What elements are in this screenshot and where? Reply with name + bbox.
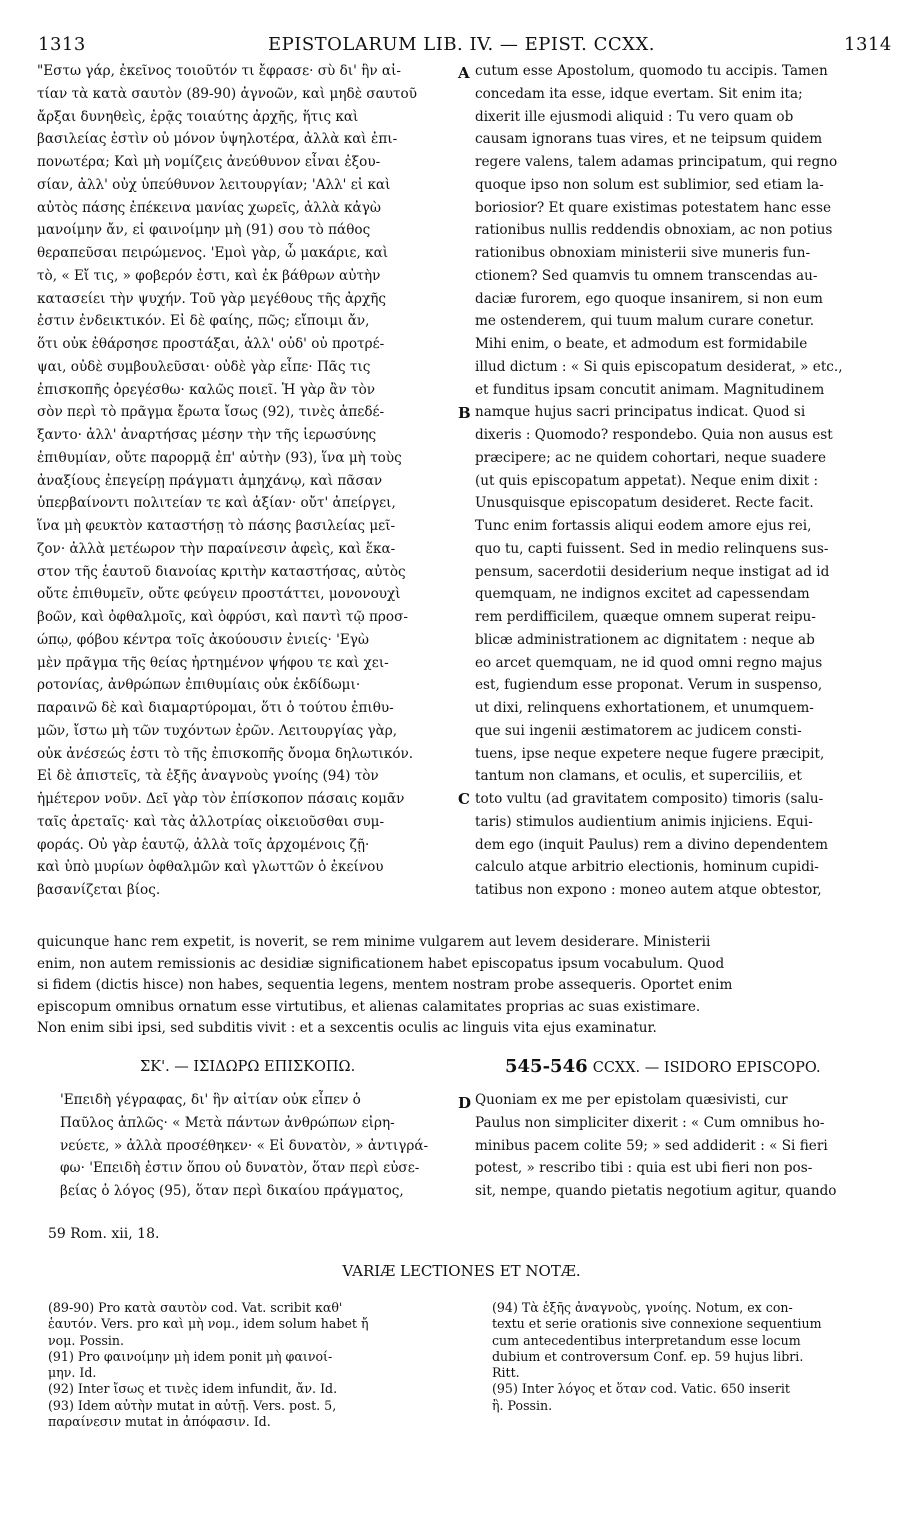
notes-left-column [48, 1300, 458, 1430]
latin-text-line: rationibus nullis reddendis obnoxiam, ac non potius [475, 222, 833, 239]
greek-text-line: μανοίμην ἄν, εἰ φαινοίμην μὴ (91) σου τὸ πάθος [37, 222, 371, 239]
latin-text-line: causam ignorans tuas vires, et ne teipsum quidem [475, 131, 823, 148]
latin-text-line: taris) stimulos audientium animis injiciens. Equi- [475, 813, 813, 830]
greek-text-line: ὑπερβαίνοντι πολιτείαν τε καὶ ἀξίαν· οὔτ' ἀπείργει, [37, 495, 396, 512]
note-line: (89-90) Pro κατὰ σαυτὸν cod. Vat. scribit καθ' [48, 1300, 343, 1315]
latin-text-line: concedam ita esse, idque evertam. Sit enim ita; [475, 85, 803, 102]
greek-text-line: ταῖς ἀρεταῖς· καὶ τὰς ἀλλοτρίας οἰκειοῦσθαι συμ- [37, 813, 385, 830]
greek-text-line: ἀναξίους ἐπεγείρῃ πράγματι ἀμηχάνῳ, καὶ πᾶσαν [37, 472, 383, 489]
latin-text-line: dixeris : Quomodo? respondebo. Quia non ausus est [475, 427, 833, 443]
latin-section-line: Quoniam ex me per epistolam quæsivisti, cur [475, 1092, 788, 1108]
latin-text-line: cutum esse Apostolum, quomodo tu accipis. Tamen [475, 63, 828, 79]
full-text-line: episcopum omnibus ornatum esse virtutibus, et alienas calamitates proprias ac suas existimare. [37, 998, 701, 1015]
greek-text-line: ζον· ἀλλὰ μετέωρον τὴν παραίνεσιν ἀφεὶς, καὶ ἕκα- [37, 540, 396, 557]
latin-text-line: (ut quis episcopatum appetat). Neque enim dixit : [475, 472, 819, 489]
latin-text-line: dixerit ille ejusmodi aliquid : Tu vero quam ob [475, 108, 794, 125]
latin-text-line: rationibus obnoxiam ministerii sive muneris fun- [475, 245, 811, 261]
note-line: cum antecedentibus interpretandum esse locum [492, 1332, 801, 1348]
notes-title: VARIÆ LECTIONES ET NOTÆ. [342, 1262, 581, 1280]
latin-text-line: eo arcet quemquam, ne id quod omni regno majus [475, 654, 823, 671]
latin-section-heading: CCXX. — ISIDORO EPISCOPO. [592, 1060, 821, 1076]
latin-section-line: potest, » rescribo tibi : quia est ubi fieri non pos- [475, 1160, 813, 1177]
column-marker-a: A [458, 64, 470, 82]
latin-text-line: tuens, ipse neque expetere neque fugere præcipit, [475, 745, 825, 762]
latin-text-line: et funditus ipsam concutit animam. Magnitudinem [475, 381, 825, 398]
greek-text-line: τὸ, « Εἴ τις, » φοβερόν ἐστι, καὶ ἐκ βάθρων αὐτὴν [37, 267, 381, 284]
greek-text-line: ώπῳ, φόβου κέντρα τοῖς ἀκούουσιν ἐνιείς· 'Εγὼ [37, 631, 370, 648]
column-number: 545-546 [505, 1056, 588, 1077]
greek-text-line: θεραπεῦσαι πειρώμενος. 'Εμοὶ γὰρ, ὦ μακάριε, καὶ [37, 245, 389, 261]
greek-text-line: οὐκ ἀνέσεώς ἐστι τὸ τῆς ἐπισκοπῆς ὄνομα δηλωτικόν. [37, 745, 414, 762]
greek-text-line: "Εστω γάρ, ἐκεῖνος τοιοῦτόν τι ἔφρασε· σὺ δι' ἣν αἰ- [37, 63, 402, 79]
greek-section-line: Παῦλος ἁπλῶς· « Μετὰ πάντων ἀνθρώπων εἰρη- [60, 1114, 395, 1131]
latin-text-line: que sui ingenii æstimatorem ac judicem consti- [475, 722, 802, 739]
greek-text-line: ἡμέτερον νοῦν. Δεῖ γὰρ τὸν ἐπίσκοπον πάσαις κομᾶν [37, 791, 405, 807]
note-line: dubium et controversum Conf. ep. 59 hujus libri. [492, 1348, 804, 1364]
latin-text-line: quoque ipso non solum est sublimior, sed etiam la- [475, 176, 824, 193]
note-line: textu et serie orationis sive connexione sequentium [492, 1316, 822, 1332]
latin-text-line: blicæ administrationem ac dignitatem : neque ab [475, 631, 815, 648]
latin-section-line: sit, nempe, quando pietatis negotium agitur, quando [475, 1183, 837, 1199]
greek-text-line: κατασείει τὴν ψυχήν. Τοῦ γὰρ μεγέθους τῆς ἀρχῆς [37, 290, 387, 307]
note-line: νομ. Possin. [48, 1332, 125, 1348]
latin-text-line: Mihi enim, o beate, et admodum est formidabile [475, 336, 808, 352]
greek-text-line: οὔτε ἐπιθυμεῖν, οὔτε φεύγειν προστάττει, μονονουχὶ [37, 586, 401, 603]
latin-text-line: rem perdifficilem, quæque omnem superat reipu- [475, 609, 816, 625]
greek-text-line: φοράς. Οὐ γὰρ ἑαυτῷ, ἀλλὰ τοῖς ἀρχομένοις ζῇ· [37, 836, 370, 853]
latin-text-line: Unusquisque episcopatum desideret. Recte facit. [475, 495, 814, 512]
greek-section-line: βείας ὁ λόγος (95), ὅταν περὶ δικαίου πράγματος, [60, 1183, 404, 1199]
column-marker-b: B [458, 404, 471, 422]
full-width-latin [37, 932, 892, 1040]
greek-section-heading: ΣΚ'. — ΙΣΙΔΩΡΩ ΕΠΙΣΚΟΠΩ. [140, 1059, 356, 1075]
greek-text-line: παραινῶ δὲ καὶ διαμαρτύρομαι, ὅτι ὁ τούτου ἐπιθυ- [37, 700, 394, 716]
greek-text-line: βασιλείας ἐστὶν οὐ μόνον ὑψηλοτέρα, ἀλλὰ καὶ ἐπι- [37, 131, 398, 148]
greek-section-line: 'Επειδὴ γέγραφας, δι' ἣν αἰτίαν οὐκ εἶπεν ὁ [60, 1092, 361, 1108]
greek-text-line: καὶ ὑπὸ μυρίων ὀφθαλμῶν καὶ γλωττῶν ὁ ἐκείνου [37, 859, 384, 876]
full-text-line: si fidem (dictis hisce) non habes, sequentia legens, mentem nostram probe assequeris. Oportet enim [37, 977, 733, 994]
greek-section-line: φω· 'Επειδὴ ἐστιν ὅπου οὐ δυνατὸν, ὅταν περὶ εὐσε- [60, 1160, 420, 1177]
note-line: μην. Id. [48, 1365, 97, 1381]
column-marker-c: C [458, 790, 470, 808]
greek-section-line: νεύετε, » ἀλλὰ προσέθηκεν· « Εἰ δυνατὸν, » ἀντιγρά- [60, 1137, 429, 1154]
note-line: (95) Inter λόγος et ὅταν cod. Vatic. 650 inserit [492, 1381, 790, 1397]
note-line: (91) Pro φαινοίμην μὴ idem ponit μὴ φαινοί- [48, 1348, 333, 1364]
greek-text-line: ὅτι οὐκ ἐθάρσησε προστάξαι, ἀλλ' οὐδ' οὐ προτρέ- [37, 336, 385, 352]
greek-column [37, 60, 455, 902]
note-line: Ritt. [492, 1365, 520, 1381]
latin-text-line: me ostenderem, qui tuum malum curare conetur. [475, 313, 815, 330]
note-line: παραίνεσιν mutat in ἀπόφασιν. Id. [48, 1414, 271, 1430]
full-text-line: quicunque hanc rem expetit, is noverit, se rem minime vulgarem aut levem desiderare. Ministerii [37, 934, 711, 950]
full-text-line: Non enim sibi ipsi, sed subditis vivit : et a sexcentis oculis ac linguis vita ejus examinatur. [37, 1020, 657, 1037]
latin-text-line: præcipere; ac ne quidem cohortari, neque suadere [475, 449, 827, 466]
greek-text-line: πονωτέρα; Καὶ μὴ νομίζεις ἀνεύθυνον εἶναι ἐξου- [37, 154, 381, 170]
greek-text-line: ἐπισκοπῆς ὀρεγέσθω· καλῶς ποιεῖ. Ἡ γὰρ ἂν τὸν [37, 381, 376, 398]
greek-text-line: στον τῆς ἑαυτοῦ διανοίας κριτὴν καταστήσας, αὐτὸς [37, 563, 406, 580]
note-line: ἑαυτόν. Vers. pro καὶ μὴ νομ., idem solum habet ἤ [48, 1316, 369, 1332]
latin-text-line: illud dictum : « Si quis episcopatum desiderat, » etc., [475, 358, 843, 375]
greek-text-line: ψαι, οὐδὲ συμβουλεῦσαι· οὐδὲ γὰρ εἶπε· Πᾶς τις [37, 358, 371, 375]
greek-text-line: Εἰ δὲ ἀπιστεῖς, τὰ ἑξῆς ἀναγνοὺς γνοίης (94) τὸν [37, 768, 379, 785]
running-title: EPISTOLARUM LIB. IV. — EPIST. CCXX. [267, 34, 656, 55]
footnote: 59 Rom. xii, 18. [48, 1226, 160, 1242]
notes-right-column [492, 1300, 892, 1414]
greek-text-line: αὐτὸς πάσης ἐπέκεινα μανίας χωρεῖς, ἀλλὰ κἀγὼ [37, 199, 381, 216]
latin-text-line: quemquam, ne indignos excitet ad capessendam [475, 586, 810, 603]
greek-text-line: ροτονίας, ἀνθρώπων ἐπιθυμίαις οὐκ ἐκδίδωμι· [37, 677, 361, 694]
latin-text-line: quo tu, capti fuissent. Sed in medio relinquens sus- [475, 540, 829, 557]
greek-text-line: μὲν πρᾶγμα τῆς θείας ἠρτημένον ψήφου τε καὶ χει- [37, 654, 389, 671]
latin-text-line: toto vultu (ad gravitatem composito) timoris (salu- [475, 791, 824, 807]
greek-text-line: ξαντο· ἀλλ' ἀναρτήσας μέσην τὴν τῆς ἱερωσύνης [37, 427, 377, 443]
greek-text-line: ἐστιν ἐνδεικτικόν. Εἰ δὲ φαίης, πῶς; εἴποιμι ἄν, [37, 313, 370, 330]
latin-text-line: calculo atque arbitrio electionis, hominum cupidi- [475, 859, 819, 876]
greek-text-line: βοῶν, καὶ ὀφθαλμοῖς, καὶ ὀφρύσι, καὶ παντὶ τῷ προσ- [37, 609, 408, 625]
latin-text-line: tantum non clamans, et oculis, et superciliis, et [475, 768, 802, 785]
greek-text-line: ἵνα μὴ φευκτὸν καταστήσῃ τὸ πάσης βασιλείας μεῖ- [37, 518, 396, 534]
greek-section-body [60, 1089, 460, 1203]
full-text-line: enim, non autem remissionis ac desidiæ significationem habet episcopatus ipsum vocabulum. Quod [37, 955, 725, 972]
latin-column [475, 60, 890, 902]
column-marker-d: D [458, 1094, 472, 1112]
latin-text-line: ctionem? Sed quamvis tu omnem transcendas au- [475, 267, 818, 284]
greek-text-line: μῶν, ἴστω μὴ τῶν τυχόντων ἐρῶν. Λειτουργίας γὰρ, [37, 722, 398, 739]
latin-text-line: daciæ furorem, ego quoque insanirem, si non eum [475, 290, 823, 307]
latin-section-line: minibus pacem colite 59; » sed addiderit : « Si fieri [475, 1137, 828, 1154]
greek-text-line: τίαν τὰ κατὰ σαυτὸν (89-90) ἀγνοῶν, καὶ μηδὲ σαυτοῦ [37, 85, 418, 102]
latin-text-line: namque hujus sacri principatus indicat. Quod si [475, 404, 806, 421]
latin-section-line: Paulus non simpliciter dixerit : « Cum omnibus ho- [475, 1114, 825, 1131]
latin-text-line: dem ego (inquit Paulus) rem a divino dependentem [475, 836, 828, 853]
greek-text-line: βασανίζεται βίος. [37, 882, 161, 898]
note-line: ἢ. Possin. [492, 1397, 553, 1413]
latin-text-line: est, fugiendum esse proponat. Verum in suspenso, [475, 677, 823, 694]
page-number-left: 1313 [38, 34, 86, 55]
greek-text-line: ἐπιθυμίαν, οὔτε παρορμᾷ ἐπ' αὐτὴν (93), ἵνα μὴ τοὺς [37, 449, 402, 466]
greek-text-line: σὸν περὶ τὸ πρᾶγμα ἔρωτα ἴσως (92), τινὲς ἀπεδέ- [37, 404, 385, 421]
note-line: (92) Inter ἴσως et τινὲς idem infundit, ἄν. Id. [48, 1381, 338, 1397]
note-line: (93) Idem αὐτὴν mutat in αὐτῇ. Vers. post. 5, [48, 1397, 337, 1413]
latin-text-line: pensum, sacerdotii desiderium neque instigat ad id [475, 563, 830, 580]
latin-text-line: boriosior? Et quare existimas potestatem hanc esse [475, 199, 832, 216]
latin-text-line: tatibus non expono : moneo autem atque obtestor, [475, 882, 822, 898]
latin-section-heading-wrap [505, 1056, 821, 1077]
latin-section-body [475, 1089, 890, 1203]
note-line: (94) Τὰ ἑξῆς ἀναγνοὺς, γνοίης. Notum, ex con- [492, 1300, 793, 1315]
latin-text-line: Tunc enim fortassis aliqui eodem amore ejus rei, [475, 518, 812, 534]
greek-text-line: ἄρξαι δυνηθεὶς, ἐρᾷς τοιαύτης ἀρχῆς, ἥτις καὶ [37, 108, 359, 125]
greek-text-line: σίαν, ἀλλ' οὐχ ὑπεύθυνον λειτουργίαν; 'Αλλ' εἰ καὶ [37, 176, 391, 193]
page-number-right: 1314 [844, 34, 892, 55]
latin-text-line: regere valens, talem adamas principatum, qui regno [475, 154, 838, 170]
latin-text-line: ut dixi, relinquens exhortationem, et unumquem- [475, 700, 814, 716]
